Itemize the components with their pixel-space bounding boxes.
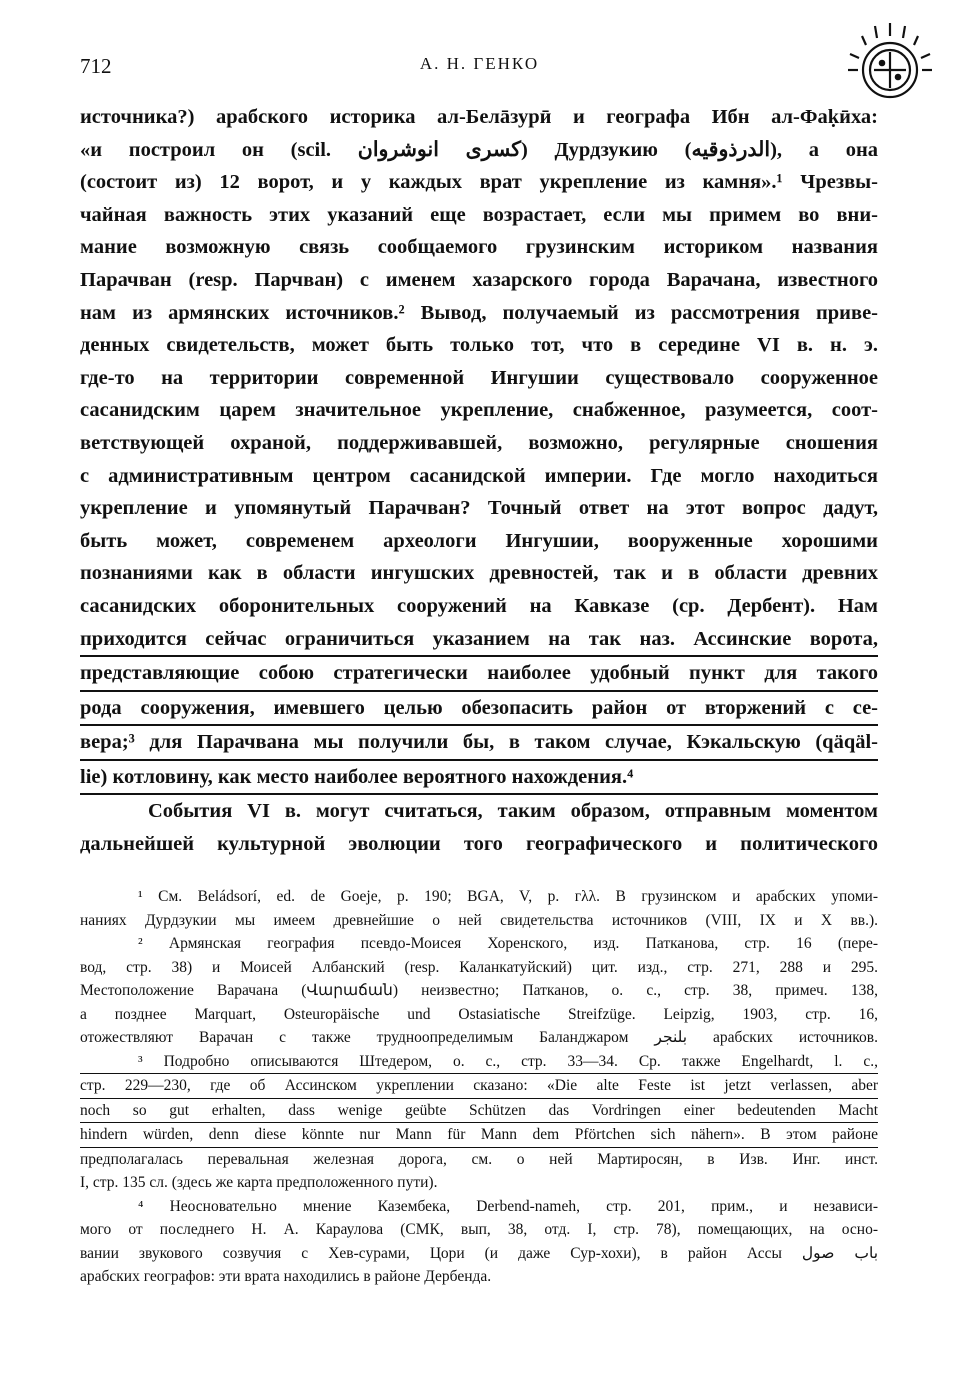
page-number: 712: [80, 54, 112, 78]
main-text: [80, 101, 878, 861]
text-line: События VI в. могут считаться, таким образом, отправным моментом: [148, 800, 878, 823]
text-line: (состоит из) 12 ворот, и у каждых врат укрепление из камня».¹ Чрезвы-: [80, 171, 878, 194]
running-head: А. Н. ГЕНКО: [419, 54, 540, 73]
footnote-line: арабских географов: эти врата находились в районе Дербенда.: [80, 1268, 492, 1285]
text-line: источника?) арабского историка ал-Белāзурӣ и географа Ибн ал-Фаḳӣха:: [80, 106, 878, 128]
text-line-underlined: вера;³ для Парачвана мы получили бы, в таком случае, Кэкальскую (qäqäl-: [80, 726, 878, 761]
text-line: сасанидских оборонительных сооружений на Кавказе (ср. Дербент). Нам: [80, 594, 878, 617]
text-line: ветствующей охраной, поддерживавшей, возможно, регулярные сношения: [80, 431, 878, 454]
text-line: денных свидетельств, может быть только тот, что в середине VI в. н. э.: [80, 334, 878, 357]
footnote-line-underlined: стр. 229—230, где об Ассинском укреплении сказано: «Die alte Feste ist jetzt verlassen, aber: [80, 1074, 878, 1099]
footnote-line-underlined: noch so gut erhalten, dass wenige geübte Schützen das Vordringen einer bedeutenden Macht: [80, 1099, 878, 1124]
text-line-underlined: рода сооружения, имевшего целью обезопасить район от вторжений с се-: [80, 692, 878, 727]
footnote-line-underlined: hindern würden, denn diese könnte nur Mann für Mann dem Pförtchen sich nähern». В этом районе: [80, 1123, 878, 1148]
footnote-line: наниях Дурдзукии мы имеем древнейшие о ней свидетельства источников (VIII, IX и X вв.).: [80, 911, 878, 929]
footnote-line: а позднее Marquart, Osteuropäische und Ostasiatische Streifzüge. Leipzig, 1903, стр. 16,: [80, 1005, 878, 1023]
text-line: нам из армянских источников.² Вывод, получаемый из рассмотрения приве-: [80, 301, 878, 324]
footnote-line: отожествляют Варачан с также трудноопределимым Баланджаром بلنجر арабских источников.: [80, 1029, 878, 1046]
footnote-line: вод, стр. 38) и Моисей Албанский (resp. Каланкатуйский) цит. изд., стр. 271, 288 и 295.: [80, 958, 878, 976]
text-line: Парачван (resp. Парчван) с именем хазарского города Варачана, известного: [80, 268, 878, 291]
footnotes: [80, 885, 878, 1289]
text-line: мание возможную связь сообщаемого грузинским историком названия: [80, 236, 878, 259]
footnote-line: Местоположение Варачана (Վարաճան) неизвестно; Патканов, о. с., стр. 38, примеч. 138,: [80, 982, 878, 999]
footnote-1: ¹ См. Beládsorí, ed. de Goeje, p. 190; BGA, V, p. гλλ. В грузинском и арабских упоми-: [138, 888, 878, 905]
footnote-line: вании звукового созвучия с Хев-сурами, Цори (и даже Сур-хохи), в район Ассы باب صول: [80, 1244, 879, 1262]
text-line: чайная важность этих указаний еще возрастает, если мы примем во вни-: [80, 203, 878, 226]
text-line-underlined: приходится сейчас ограничиться указанием на так наз. Ассинские ворота,: [80, 623, 878, 658]
text-line: быть может, современем археологи Ингушии, вооруженные хорошими: [80, 529, 878, 552]
footnote-2: ² Армянская география псевдо-Моисея Хоренского, изд. Патканова, стр. 16 (перe-: [138, 935, 878, 952]
text-line: где-то на территории современной Ингушии существовало сооруженное: [80, 366, 878, 389]
text-line: познаниями как в области ингушских древностей, так и в области древних: [80, 562, 878, 585]
text-line: укрепление и упомянутый Парачван? Точный ответ на этот вопрос дадут,: [80, 497, 878, 520]
text-line-underlined: lie) котловину, как место наиболее вероятного нахождения.⁴: [80, 761, 878, 796]
text-line: сасанидским царем значительное укрепление, снабженное, разумеется, соот-: [80, 399, 878, 422]
text-line: «и построил он (scil. كسرى انوشروان) Дурдзукию (الدرذوقيه), а она: [80, 138, 879, 161]
footnote-line: мого от последнего Н. А. Караулова (СМК, вып, 38, отд. I, стр. 78), помещающих, на осно-: [80, 1221, 878, 1238]
footnote-line: I, стр. 135 сл. (здесь же карта предположенного пути).: [80, 1174, 438, 1191]
footnote-4: ⁴ Неосновательно мнение Казембека, Derbend-nameh, стр. 201, прим., и независи-: [138, 1197, 878, 1215]
text-line: с административным центром сасанидской империи. Где могло находиться: [80, 464, 878, 487]
text-line: дальнейшей культурной эволюции того географического и политического: [80, 833, 878, 856]
text-line-underlined: представляющие собою стратегически наиболее удобный пункт для такого: [80, 657, 878, 692]
footnote-line: предполагалась перевальная железная дорога, см. о ней Мартиросян, в Изв. Инг. инст.: [80, 1150, 878, 1168]
library-seal-icon: [842, 18, 938, 114]
footnote-3: ³ Подробно описываются Штедером, о. с., стр. 33—34. Ср. также Engelhardt, l. c.,: [80, 1050, 878, 1075]
